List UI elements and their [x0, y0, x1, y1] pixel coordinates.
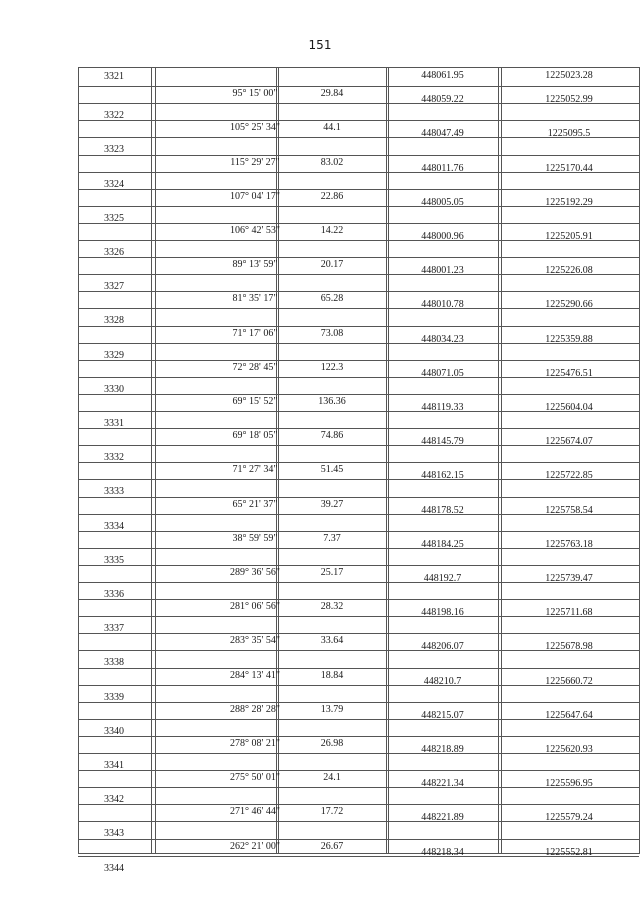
- easting-value: 1225205.91: [545, 231, 593, 242]
- easting-value: 1225620.93: [545, 744, 593, 755]
- northing-value: 448071.05: [421, 368, 464, 379]
- bearing-value: 288° 28' 28": [230, 704, 280, 715]
- easting-value: 1225290.66: [545, 299, 593, 310]
- table-row-rule: [78, 428, 639, 429]
- bearing-value: 283° 35' 54": [230, 635, 280, 646]
- table-row-rule: [78, 497, 639, 498]
- distance-value: 17.72: [320, 806, 344, 817]
- bearing-value: 69° 18' 05": [232, 430, 278, 441]
- northing-value: 448011.76: [421, 163, 464, 174]
- table-row-rule: [78, 565, 639, 566]
- point-id: 3332: [104, 452, 124, 463]
- northing-value: 448000.96: [421, 231, 464, 242]
- distance-value: 65.28: [320, 293, 344, 304]
- northing-value: 448218.89: [421, 744, 464, 755]
- easting-value: 1225052.99: [545, 94, 593, 105]
- northing-value: 448218.34: [421, 847, 464, 858]
- point-id: 3330: [104, 384, 124, 395]
- northing-value: 448221.89: [421, 812, 464, 823]
- distance-value: 14.22: [320, 225, 344, 236]
- distance-value: 18.84: [320, 670, 344, 681]
- table-row-rule: [78, 155, 639, 156]
- bearing-value: 106° 42' 53": [230, 225, 280, 236]
- distance-value: 28.32: [320, 601, 344, 612]
- easting-value: 1225722.85: [545, 470, 593, 481]
- northing-value: 448145.79: [421, 436, 464, 447]
- easting-value: 1225579.24: [545, 812, 593, 823]
- point-id: 3343: [104, 828, 124, 839]
- easting-value: 1225170.44: [545, 163, 593, 174]
- bearing-value: 38° 59' 59": [232, 533, 278, 544]
- point-id: 3324: [104, 179, 124, 190]
- distance-value: 26.67: [320, 841, 344, 852]
- distance-value: 74.86: [320, 430, 344, 441]
- distance-value: 29.84: [320, 88, 344, 99]
- point-id: 3334: [104, 521, 124, 532]
- point-id: 3322: [104, 110, 124, 121]
- distance-value: 44.1: [323, 122, 341, 133]
- easting-value: 1225647.64: [545, 710, 593, 721]
- northing-value: 448162.15: [421, 470, 464, 481]
- northing-value: 448059.22: [421, 94, 464, 105]
- easting-value: 1225023.28: [545, 70, 593, 81]
- point-id: 3327: [104, 281, 124, 292]
- easting-value: 1225739.47: [545, 573, 593, 584]
- northing-value: 448010.78: [421, 299, 464, 310]
- easting-value: 1225476.51: [545, 368, 593, 379]
- distance-value: 33.64: [320, 635, 344, 646]
- northing-value: 448206.07: [421, 641, 464, 652]
- point-id: 3337: [104, 623, 124, 634]
- northing-value: 448192.7: [423, 573, 462, 584]
- easting-value: 1225604.04: [545, 402, 593, 413]
- point-id: 3325: [104, 213, 124, 224]
- northing-value: 448184.25: [421, 539, 464, 550]
- distance-value: 7.37: [323, 533, 341, 544]
- distance-value: 24.1: [323, 772, 341, 783]
- table-row-rule: [78, 326, 639, 327]
- easting-value: 1225192.29: [545, 197, 593, 208]
- table-border-top: [78, 67, 639, 68]
- distance-value: 122.3: [320, 362, 344, 373]
- table-row-rule: [78, 770, 639, 771]
- distance-value: 26.98: [320, 738, 344, 749]
- table-row-rule: [78, 599, 639, 600]
- bearing-value: 275° 50' 01": [230, 772, 280, 783]
- point-id: 3338: [104, 657, 124, 668]
- point-id: 3329: [104, 350, 124, 361]
- point-id: 3331: [104, 418, 124, 429]
- point-id: 3328: [104, 315, 124, 326]
- point-id: 3333: [104, 486, 124, 497]
- point-id: 3340: [104, 726, 124, 737]
- bearing-value: 278° 08' 21": [230, 738, 280, 749]
- survey-table: [78, 67, 640, 874]
- bearing-value: 289° 36' 56": [230, 567, 280, 578]
- bearing-value: 71° 17' 06": [232, 328, 278, 339]
- bearing-value: 65° 21' 37": [232, 499, 278, 510]
- bearing-value: 69° 15' 52": [232, 396, 278, 407]
- distance-value: 22.86: [320, 191, 344, 202]
- distance-value: 73.08: [320, 328, 344, 339]
- bearing-value: 281° 06' 56": [230, 601, 280, 612]
- bearing-value: 107° 04' 17": [230, 191, 280, 202]
- point-id: 3339: [104, 692, 124, 703]
- point-id: 3341: [104, 760, 124, 771]
- easting-value: 1225678.98: [545, 641, 593, 652]
- table-row-rule: [78, 223, 639, 224]
- easting-value: 1225674.07: [545, 436, 593, 447]
- point-id: 3323: [104, 144, 124, 155]
- northing-value: 448119.33: [421, 402, 464, 413]
- northing-value: 448215.07: [421, 710, 464, 721]
- page-number: 151: [308, 38, 332, 52]
- point-id: 3344: [104, 863, 124, 874]
- northing-value: 448198.16: [421, 607, 464, 618]
- bearing-value: 115° 29' 27": [230, 157, 280, 168]
- table-row-rule: [78, 86, 639, 87]
- bearing-value: 105° 25' 34": [230, 122, 280, 133]
- northing-value: 448210.7: [423, 676, 462, 687]
- easting-value: 1225552.81: [545, 847, 593, 858]
- easting-value: 1225596.95: [545, 778, 593, 789]
- table-row-rule: [78, 633, 639, 634]
- table-row-rule: [78, 189, 639, 190]
- point-id: 3321: [104, 71, 124, 82]
- table-row-rule: [78, 839, 639, 840]
- northing-value: 448005.05: [421, 197, 464, 208]
- table-row-rule: [78, 394, 639, 395]
- northing-value: 448178.52: [421, 505, 464, 516]
- bearing-value: 72° 28' 45": [232, 362, 278, 373]
- table-row-rule: [78, 120, 639, 121]
- table-row-rule: [78, 291, 639, 292]
- distance-value: 13.79: [320, 704, 344, 715]
- northing-value: 448221.34: [421, 778, 464, 789]
- northing-value: 448047.49: [421, 128, 464, 139]
- table-row-rule: [78, 668, 639, 669]
- table-row-rule: [78, 257, 639, 258]
- point-id: 3342: [104, 794, 124, 805]
- easting-value: 1225758.54: [545, 505, 593, 516]
- table-row-rule: [78, 736, 639, 737]
- point-id: 3336: [104, 589, 124, 600]
- bearing-value: 284° 13' 41": [230, 670, 280, 681]
- point-id: 3335: [104, 555, 124, 566]
- distance-value: 136.36: [318, 396, 346, 407]
- bearing-value: 95° 15' 00": [232, 88, 278, 99]
- easting-value: 1225711.68: [545, 607, 593, 618]
- table-row-rule: [78, 531, 639, 532]
- bearing-value: 89° 13' 59": [232, 259, 278, 270]
- easting-value: 1225359.88: [545, 334, 593, 345]
- bearing-value: 81° 35' 17": [232, 293, 278, 304]
- table-row-rule: [78, 702, 639, 703]
- easting-value: 1225095.5: [547, 128, 591, 139]
- table-row-rule: [78, 360, 639, 361]
- bearing-value: 71° 27' 34": [232, 464, 278, 475]
- easting-value: 1225226.08: [545, 265, 593, 276]
- distance-value: 20.17: [320, 259, 344, 270]
- distance-value: 39.27: [320, 499, 344, 510]
- distance-value: 51.45: [320, 464, 344, 475]
- northing-value: 448034.23: [421, 334, 464, 345]
- table-row-rule: [78, 462, 639, 463]
- easting-value: 1225763.18: [545, 539, 593, 550]
- distance-value: 25.17: [320, 567, 344, 578]
- northing-value: 448001.23: [421, 265, 464, 276]
- bearing-value: 262° 21' 00": [230, 841, 280, 852]
- northing-value: 448061.95: [421, 70, 464, 81]
- bearing-value: 271° 46' 44": [230, 806, 280, 817]
- point-id: 3326: [104, 247, 124, 258]
- table-row-rule: [78, 804, 639, 805]
- easting-value: 1225660.72: [545, 676, 593, 687]
- distance-value: 83.02: [320, 157, 344, 168]
